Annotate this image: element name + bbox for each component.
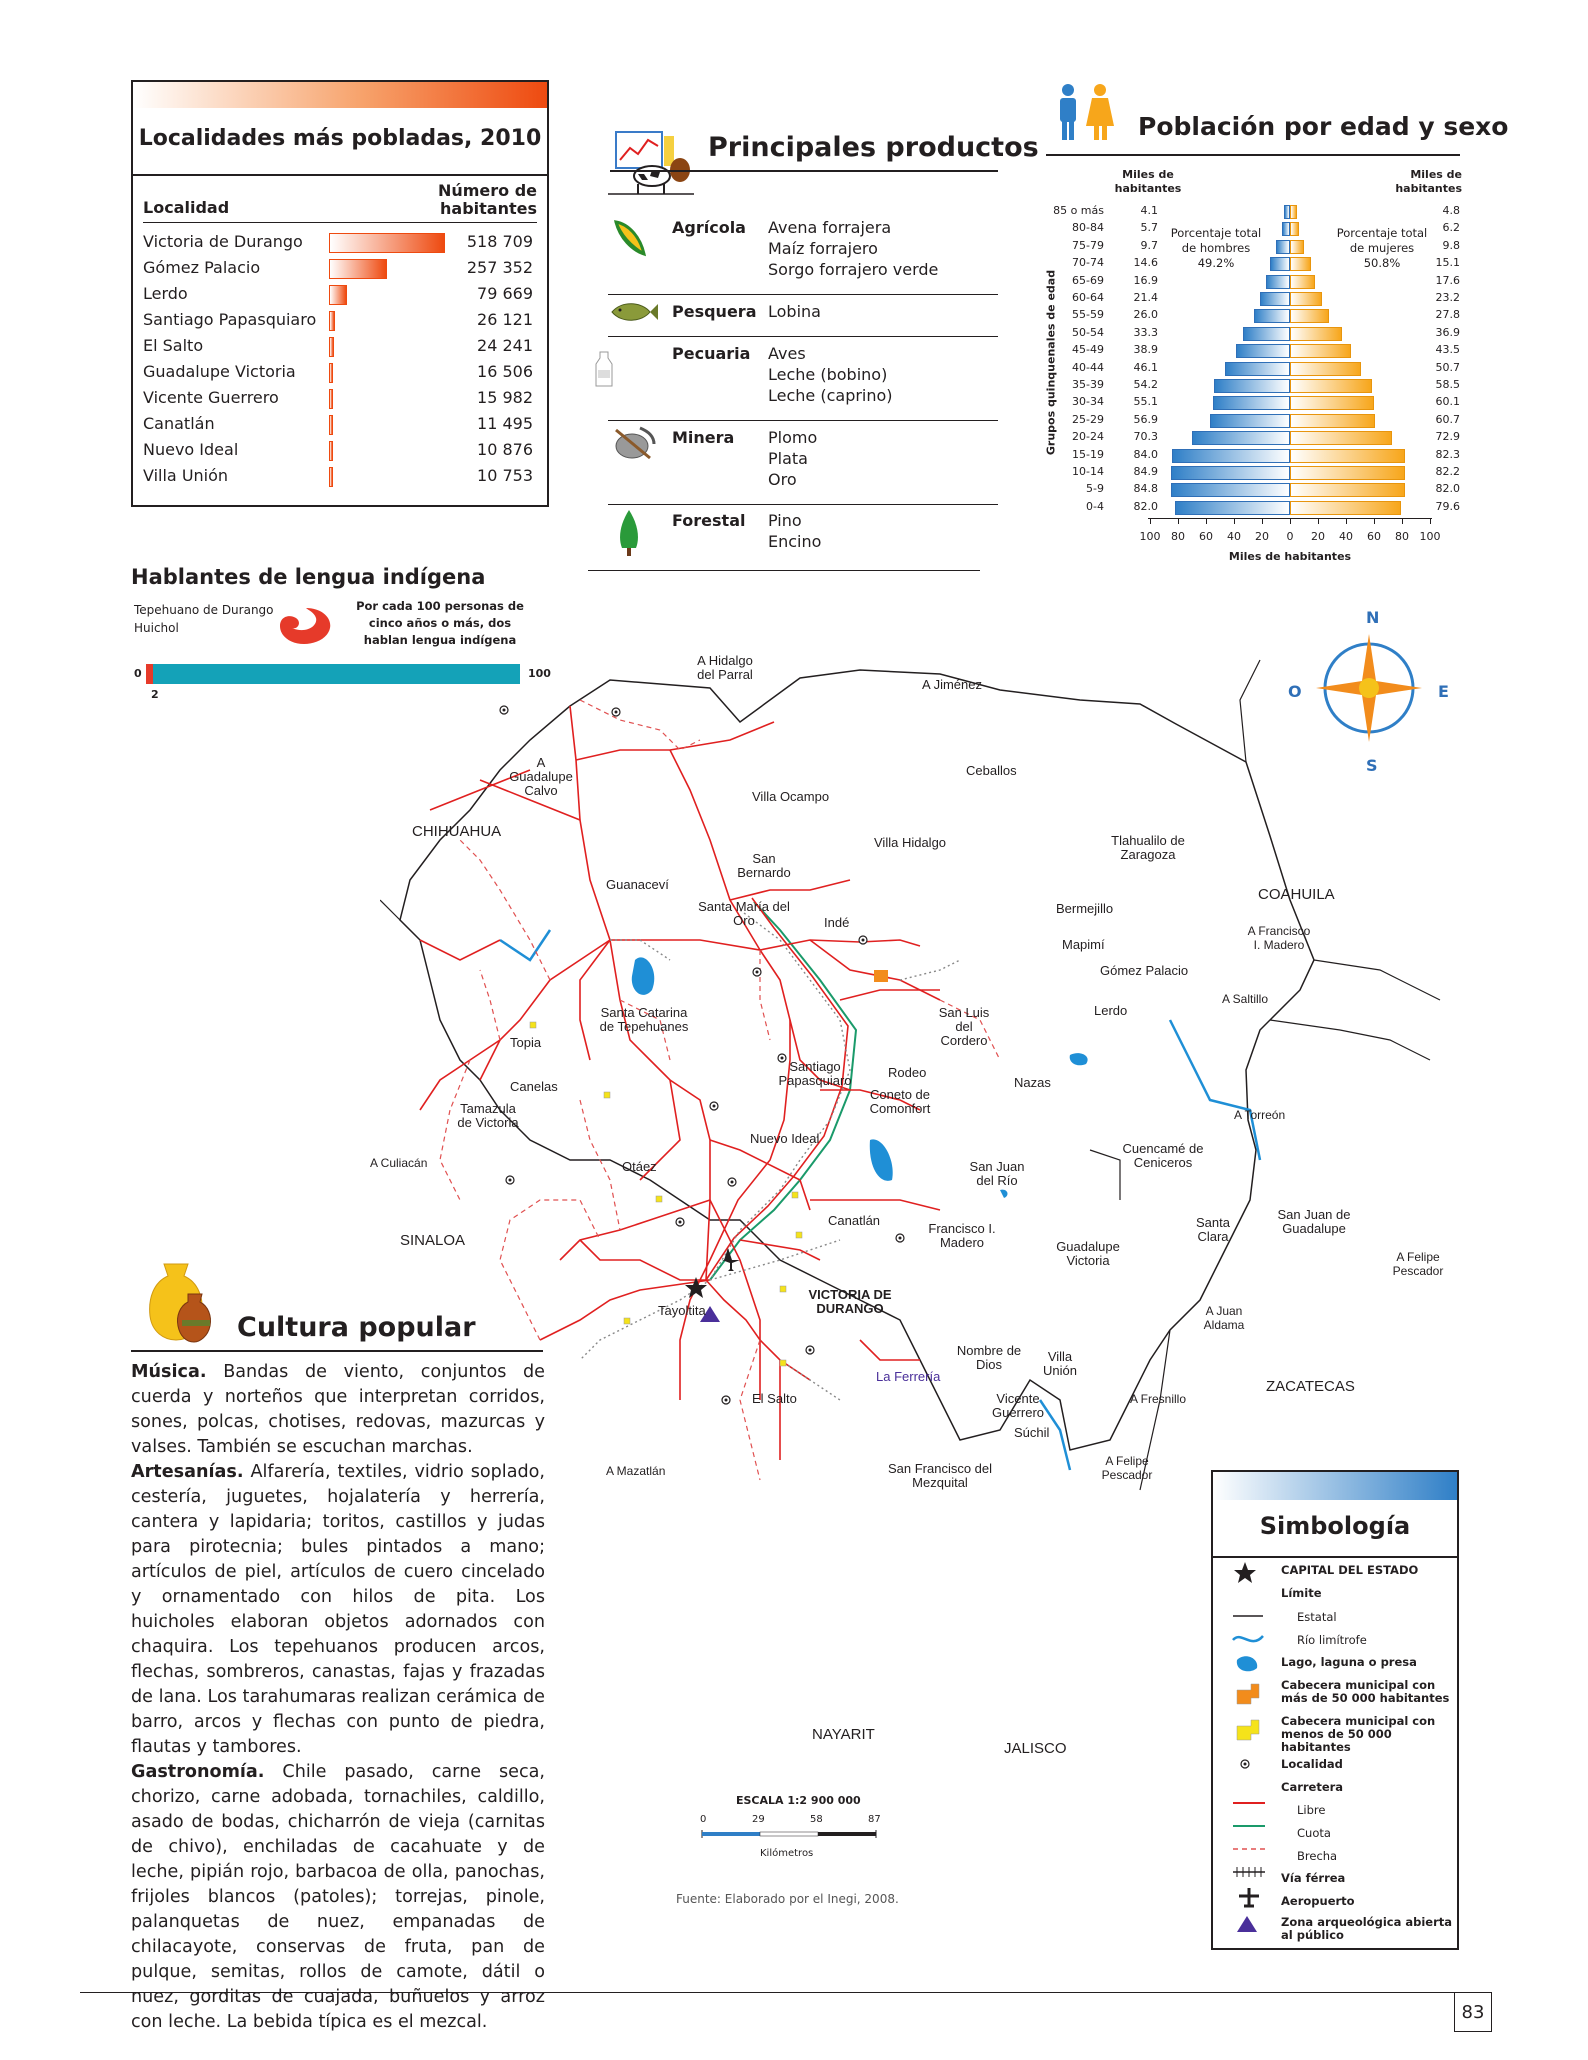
male-bar [1243,327,1290,341]
age-label: 45-49 [1072,343,1104,357]
localidad-name: Lerdo [143,284,188,303]
male-bar [1236,344,1290,358]
female-bar [1290,344,1351,358]
localidad-name: Nuevo Ideal [143,440,239,459]
localidad-bar [329,363,333,383]
cultura-text: Música. Bandas de viento, conjuntos de cuerda y norteños que interpretan corridos, sones, polcas, chotises, redovas, mazurcas y valses. También se escuchan marchas. Artesanías. Alfarería, textiles, vidrio soplado, cestería, juguetes, hojalatería y herrería, cantera y lapidaria; toritos, castillos y judas para pirotecnia; bules pintados a mano; artículos de piel, artículos de cuero cincelado y ornamentado con hilos de pita. Los huicholes elaboran objetos adornados con chaquira. Los tepehuanos producen arcos, flechas, sombreros, canastas, fajas y frazadas de lana. Los tarahumaras realizan cerámica de barro, arcos y flechas con punto de piedra, flautas y tambores. Gastronomía. Chile pasado, carne seca, chorizo, carne adobada, tornachiles, caldillo, asado de bodas, chicharrón de vieja (carnitas de chivo), enchiladas de cacahuate y de leche, pipián rojo, barbacoa de olla, panochas, frijoles blancos (patoles); torrejas, pinole, palanquetas de nuez, empanadas de chilacayote, conservas de fruta, pan de pulque, semitas, rollos de camote, dátil o nuez, gorditas de cuajada, buñuelos y arroz con leche. La bebida típica es el mezcal. [131,1362,546,2032]
localidad-bar [329,389,333,409]
localidad-value: 11 495 [477,414,533,433]
table-row [143,230,537,256]
pct-hombres: Porcentaje total de hombres 49.2% [1170,226,1262,270]
table-row [143,282,537,308]
capital-label: VICTORIA DE DURANGO [808,1287,892,1316]
age-label: 60-64 [1072,291,1104,304]
male-bar [1210,414,1290,428]
cabecera-mas [874,970,888,982]
male-value: 56.9 [1133,412,1158,426]
female-bar [1290,431,1392,445]
age-label: 40-44 [1072,360,1104,374]
male-bar [1266,275,1290,289]
hablantes-value: 2 [151,688,159,701]
female-value: 9.8 [1442,238,1460,252]
fuente: Fuente: Elaborado por el Inegi, 2008. [676,1892,899,1906]
x-tick: 100 [1139,530,1161,543]
female-value: 50.7 [1435,360,1460,374]
x-tick: 20 [1255,530,1269,543]
female-bar [1290,483,1405,497]
state-sinaloa: SINALOA [400,1232,466,1249]
male-value: 14.6 [1133,256,1158,270]
female-value: 17.6 [1435,273,1460,287]
localidad-value: 518 709 [466,232,533,251]
male-bar [1254,309,1290,323]
table-row [143,386,537,412]
female-value: 79.6 [1435,499,1460,513]
female-bar [1290,309,1329,323]
corn-icon [610,216,650,258]
arqueo-label: La Ferrería [876,1369,941,1384]
male-value: 9.7 [1140,238,1158,252]
male-value: 54.2 [1133,378,1158,391]
milk-bottle-icon [594,350,614,388]
table-row [143,334,537,360]
localidad-name: Santiago Papasquiaro [143,310,317,329]
male-value: 84.9 [1133,465,1158,478]
x-tick: 60 [1367,530,1381,543]
male-value: 82.0 [1133,499,1158,513]
female-value: 27.8 [1435,308,1460,322]
localidad-name: Guadalupe Victoria [143,362,296,381]
table-row [143,256,537,282]
miles-left: Miles de habitantes [1114,168,1182,195]
languages-list: Tepehuano de Durango Huichol [134,603,274,635]
female-bar [1290,396,1374,410]
age-label: 30-34 [1072,395,1104,409]
male-value: 84.0 [1133,447,1158,461]
female-bar [1290,449,1405,463]
male-bar [1175,501,1290,515]
x-tick: 80 [1395,530,1409,543]
female-bar [1290,501,1401,515]
compass-e: E [1438,682,1449,701]
localidad-value: 79 669 [477,284,533,303]
localidad-name: Victoria de Durango [143,232,303,251]
male-value: 46.1 [1133,360,1158,374]
localidad-value: 16 506 [477,362,533,381]
localidad-value: 10 753 [477,466,533,485]
male-bar [1171,483,1290,497]
table-row [143,412,537,438]
pct-mujeres: Porcentaje total de mujeres 50.8% [1336,226,1428,270]
male-bar [1282,222,1290,236]
age-label: 80-84 [1072,221,1104,235]
table-row [143,360,537,386]
female-value: 58.5 [1435,378,1460,391]
localidad-bar [329,259,387,279]
localidades-table [131,80,549,507]
state-zacatecas: ZACATECAS [1266,1378,1355,1395]
cat-agricola: Agrícola [672,218,746,237]
male-bar [1214,379,1290,393]
x-tick: 60 [1199,530,1213,543]
female-value: 60.7 [1435,412,1460,426]
female-value: 82.2 [1435,465,1460,478]
age-label: 0-4 [1086,499,1104,513]
col-localidad: Localidad [143,198,230,217]
lake [870,1139,893,1181]
header-gradient [133,82,547,108]
state-coahuila: COAHUILA [1258,886,1335,903]
male-value: 21.4 [1133,291,1158,304]
x-axis-label: Miles de habitantes [1228,550,1352,563]
female-bar [1290,257,1311,271]
male-bar [1260,292,1290,306]
female-bar [1290,327,1342,341]
female-bar [1290,379,1372,393]
female-value: 36.9 [1435,325,1460,339]
age-label: 35-39 [1072,378,1104,391]
female-value: 43.5 [1435,343,1460,357]
table-row [143,438,537,464]
female-bar [1290,240,1304,254]
compass-o: O [1288,682,1302,701]
male-bar [1225,362,1290,376]
female-value: 60.1 [1435,395,1460,409]
female-bar [1290,222,1299,236]
localidad-value: 26 121 [477,310,533,329]
cultura-title: Cultura popular [237,1312,476,1343]
localidad-bar [329,415,333,435]
female-value: 82.3 [1435,447,1460,461]
miles-right: Miles de habitantes [1395,168,1462,195]
table-row [143,308,537,334]
hablantes-note: Por cada 100 personas de cinco años o más, dos hablan lengua indígena [356,599,524,647]
table-row [143,464,537,490]
localidad-value: 10 876 [477,440,533,459]
localidad-bar [329,311,335,331]
compass-rose [1314,628,1424,748]
male-value: 5.7 [1140,221,1158,235]
age-label: 70-74 [1072,256,1104,270]
age-label: 20-24 [1072,430,1104,444]
productos-icon [608,130,694,196]
age-label: 10-14 [1072,465,1104,478]
age-label: 15-19 [1072,447,1104,461]
state-nayarit: NAYARIT [812,1726,875,1743]
age-label: 85 o más [1053,204,1104,217]
productos-title: Principales productos [708,132,1039,163]
male-value: 55.1 [1133,395,1158,409]
female-value: 23.2 [1435,291,1460,304]
lake [1070,1053,1088,1065]
page-number: 83 [1454,1992,1492,2032]
lake [632,957,654,995]
hablantes-title: Hablantes de lengua indígena [131,565,486,589]
x-tick: 40 [1339,530,1353,543]
female-bar [1290,466,1405,480]
age-label: 65-69 [1072,273,1104,287]
female-bar [1290,414,1375,428]
tree-icon [616,508,642,556]
scale-bar [700,1828,880,1840]
localidad-value: 24 241 [477,336,533,355]
female-value: 4.8 [1442,204,1460,217]
speech-swirl-icon [276,604,334,648]
escala-label: ESCALA 1:2 900 000 [736,1794,861,1807]
male-value: 16.9 [1133,273,1158,287]
localidad-bar [329,285,347,305]
x-tick: 80 [1171,530,1185,543]
age-label: 55-59 [1072,308,1104,322]
male-value: 38.9 [1133,343,1158,357]
male-value: 70.3 [1133,430,1158,444]
female-bar [1290,205,1297,219]
female-value: 72.9 [1435,430,1460,444]
compass-n: N [1366,608,1380,627]
state-jalisco: JALISCO [1004,1740,1067,1757]
y-axis-label: Grupos quinquenales de edad [1044,269,1058,456]
female-value: 6.2 [1442,221,1460,235]
x-tick: 100 [1419,530,1441,543]
x-tick: 0 [1286,530,1294,543]
pottery-icon [146,1260,216,1344]
cat-forestal: Forestal [672,511,746,530]
simbologia-legend: Simbología CAPITAL DEL ESTADO Límite Estatal Río limítrofe Lago, laguna o presa Cabecera municipal con más de 50 000 habitantes Cabecera municipal con menos de 50 000 habitantes Localidad Carretera Libre Cuota Brecha Vía férrea Aeropuerto Zona arqueológica abierta al público [1211,1470,1459,1950]
male-value: 4.1 [1140,204,1158,217]
localidades-title: Localidades más pobladas, 2010 [138,126,542,151]
localidad-name: El Salto [143,336,204,355]
cat-pecuaria: Pecuaria [672,344,751,363]
localidad-bar [329,337,334,357]
cat-pesquera: Pesquera [672,302,757,321]
male-bar [1276,240,1290,254]
male-bar [1172,449,1290,463]
male-bar [1270,257,1290,271]
x-tick: 20 [1311,530,1325,543]
legend-symbols [1231,1560,1271,1940]
piramide-title: Población por edad y sexo [1138,112,1509,141]
age-label: 75-79 [1072,238,1104,252]
female-bar [1290,362,1361,376]
people-icon [1052,82,1122,144]
female-bar [1290,292,1322,306]
state-chihuahua: CHIHUAHUA [412,823,502,840]
female-value: 15.1 [1435,256,1460,270]
female-bar [1290,275,1315,289]
compass-s: S [1366,756,1378,775]
localidad-value: 257 352 [466,258,533,277]
fish-icon [608,298,658,326]
localidad-name: Villa Unión [143,466,229,485]
localidad-name: Gómez Palacio [143,258,261,277]
localidad-bar [329,441,333,461]
male-bar [1171,466,1290,480]
age-label: 50-54 [1072,325,1104,339]
mining-icon [610,424,658,462]
localidad-bar [329,467,333,487]
localidad-bar [329,233,445,253]
male-value: 84.8 [1133,482,1158,496]
male-value: 33.3 [1133,325,1158,339]
female-value: 82.0 [1435,482,1460,496]
cat-minera: Minera [672,428,735,447]
male-bar [1192,431,1290,445]
age-label: 25-29 [1072,412,1104,426]
male-bar [1213,396,1290,410]
localidad-name: Canatlán [143,414,215,433]
localidad-name: Vicente Guerrero [143,388,279,407]
col-habitantes: Número de habitantes [437,181,537,218]
male-value: 26.0 [1133,308,1158,322]
x-tick: 40 [1227,530,1241,543]
simbologia-title: Simbología [1259,1512,1411,1540]
localidad-value: 15 982 [477,388,533,407]
age-label: 5-9 [1086,482,1104,496]
